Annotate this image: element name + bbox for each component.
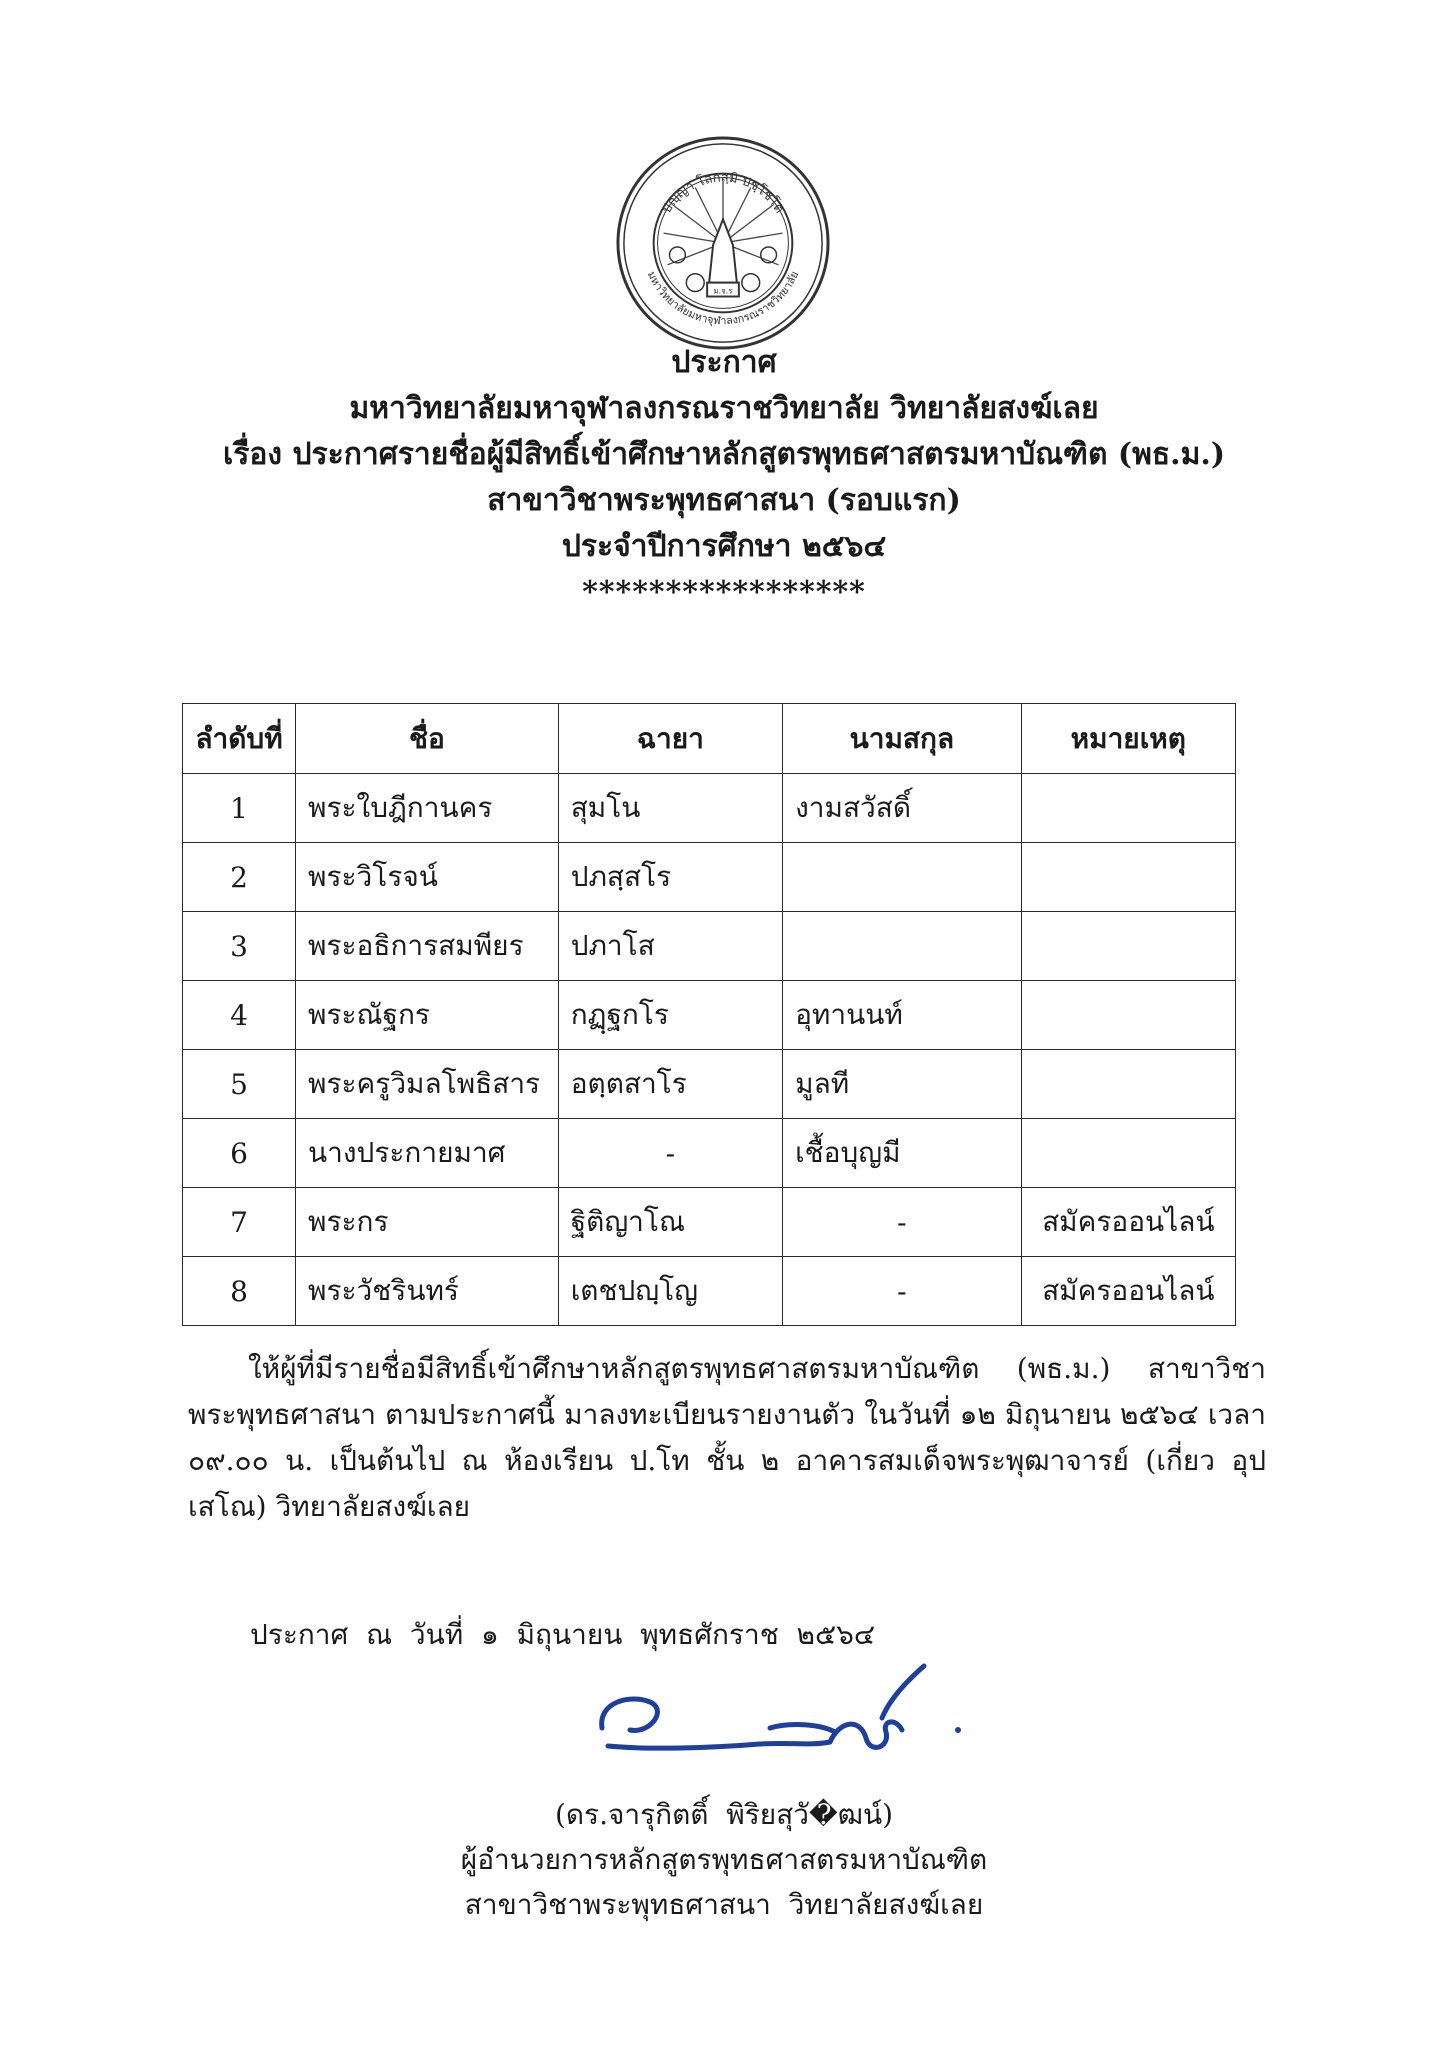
cell-name: นางประกายมาศ: [296, 1119, 559, 1188]
header-divider: *****************: [582, 575, 866, 610]
cell-no: 1: [183, 774, 296, 843]
announcement-date: ประกาศ ณ วันที่ ๑ มิถุนายน พุทธศักราช ๒๕๖๔: [250, 1618, 876, 1651]
header-title: ประกาศ: [671, 345, 777, 380]
cell-surname: [783, 912, 1022, 981]
university-seal-icon: [614, 134, 832, 352]
cell-no: 7: [183, 1188, 296, 1257]
cell-no: 6: [183, 1119, 296, 1188]
cell-alias: สุมโน: [558, 774, 782, 843]
cell-name: พระวัชรินทร์: [296, 1257, 559, 1326]
cell-no: 4: [183, 981, 296, 1050]
cell-name: พระณัฐกร: [296, 981, 559, 1050]
registration-instructions: [188, 1346, 1266, 1530]
cell-surname: [783, 843, 1022, 912]
cell-name: พระวิโรจน์: [296, 843, 559, 912]
cell-alias: กฏฺฐกโร: [558, 981, 782, 1050]
svg-text:มหาวิทยาลัยมหาจุฬาลงกรณราชวิทย: มหาวิทยาลัยมหาจุฬาลงกรณราชวิทยาลัย: [644, 269, 802, 328]
cell-surname: งามสวัสดิ์: [783, 774, 1022, 843]
cell-no: 5: [183, 1050, 296, 1119]
table-row: [183, 981, 1236, 1050]
cell-alias: เตชปญฺโญ: [558, 1257, 782, 1326]
signatory-title: ผู้อำนวยการหลักสูตรพุทธศาสตรมหาบัณฑิต: [460, 1843, 988, 1876]
signatory-name: (ดร.จารุกิตติ์ พิริยสุวั�ฒน์): [554, 1798, 894, 1831]
table-row: [183, 1119, 1236, 1188]
svg-text:ปญฺญา โลกสฺมิ ปชฺโชโต: ปญฺญา โลกสฺมิ ปชฺโชโต: [659, 170, 787, 217]
cell-name: พระครูวิมลโพธิสาร: [296, 1050, 559, 1119]
cell-alias: ปภาโส: [558, 912, 782, 981]
cell-note: [1021, 1119, 1235, 1188]
header-university: มหาวิทยาลัยมหาจุฬาลงกรณราชวิทยาลัย วิทยาลัยสงฆ์เลย: [349, 391, 1099, 426]
cell-alias: -: [558, 1119, 782, 1188]
col-header-note: หมายเหตุ: [1021, 704, 1235, 774]
cell-surname: อุทานนท์: [783, 981, 1022, 1050]
cell-note: [1021, 912, 1235, 981]
svg-text:ม.จ.ร: ม.จ.ร: [713, 286, 733, 296]
announcement-header: [0, 340, 1448, 616]
table-row: [183, 843, 1236, 912]
cell-note: [1021, 1050, 1235, 1119]
cell-name: พระกร: [296, 1188, 559, 1257]
table-row: [183, 1188, 1236, 1257]
col-header-alias: ฉายา: [558, 704, 782, 774]
header-subject: เรื่อง ประกาศรายชื่อผู้มีสิทธิ์เข้าศึกษาหลักสูตรพุทธศาสตรมหาบัณฑิต (พธ.ม.): [222, 437, 1226, 472]
table-row: [183, 774, 1236, 843]
table-row: [183, 1050, 1236, 1119]
handwritten-signature-icon: [590, 1658, 1020, 1778]
cell-alias: อตฺตสาโร: [558, 1050, 782, 1119]
cell-name: พระใบฎีกานคร: [296, 774, 559, 843]
cell-no: 8: [183, 1257, 296, 1326]
cell-surname: -: [783, 1188, 1022, 1257]
cell-note: สมัครออนไลน์: [1021, 1257, 1235, 1326]
signatory-block: [0, 1792, 1448, 1927]
table-row: [183, 912, 1236, 981]
cell-alias: ปภสฺสโร: [558, 843, 782, 912]
table-row: [183, 1257, 1236, 1326]
cell-no: 3: [183, 912, 296, 981]
cell-surname: -: [783, 1257, 1022, 1326]
header-academic-year: ประจำปีการศึกษา ๒๕๖๔: [561, 529, 887, 564]
cell-note: [1021, 774, 1235, 843]
roster-table: [182, 703, 1236, 1326]
cell-note: [1021, 981, 1235, 1050]
col-header-no: ลำดับที่: [183, 704, 296, 774]
cell-note: [1021, 843, 1235, 912]
signatory-department: สาขาวิชาพระพุทธศาสนา วิทยาลัยสงฆ์เลย: [464, 1888, 984, 1921]
cell-name: พระอธิการสมพียร: [296, 912, 559, 981]
cell-no: 2: [183, 843, 296, 912]
header-program: สาขาวิชาพระพุทธศาสนา (รอบแรก): [487, 483, 961, 518]
table-header-row: [183, 704, 1236, 774]
cell-note: สมัครออนไลน์: [1021, 1188, 1235, 1257]
cell-alias: ฐิติญาโณ: [558, 1188, 782, 1257]
instructions-text: ให้ผู้ที่มีรายชื่อมีสิทธิ์เข้าศึกษาหลักสูตรพุทธศาสตรมหาบัณฑิต (พธ.ม.) สาขาวิชาพระพุทธศาสนา ตามประกาศนี้ มาลงทะเบียนรายงานตัว ในวันที่ ๑๒ มิถุนายน ๒๕๖๔ เวลา ๐๙.๐๐ น. เป็นต้นไป ณ ห้องเรียน ป.โท ชั้น ๒ อาคารสมเด็จพระพุฒาจารย์ (เกี่ยว อุปเสโณ) วิทยาลัยสงฆ์เลย: [188, 1352, 1266, 1523]
col-header-name: ชื่อ: [296, 704, 559, 774]
col-header-surname: นามสกุล: [783, 704, 1022, 774]
cell-surname: เชื้อบุญมี: [783, 1119, 1022, 1188]
cell-surname: มูลที: [783, 1050, 1022, 1119]
